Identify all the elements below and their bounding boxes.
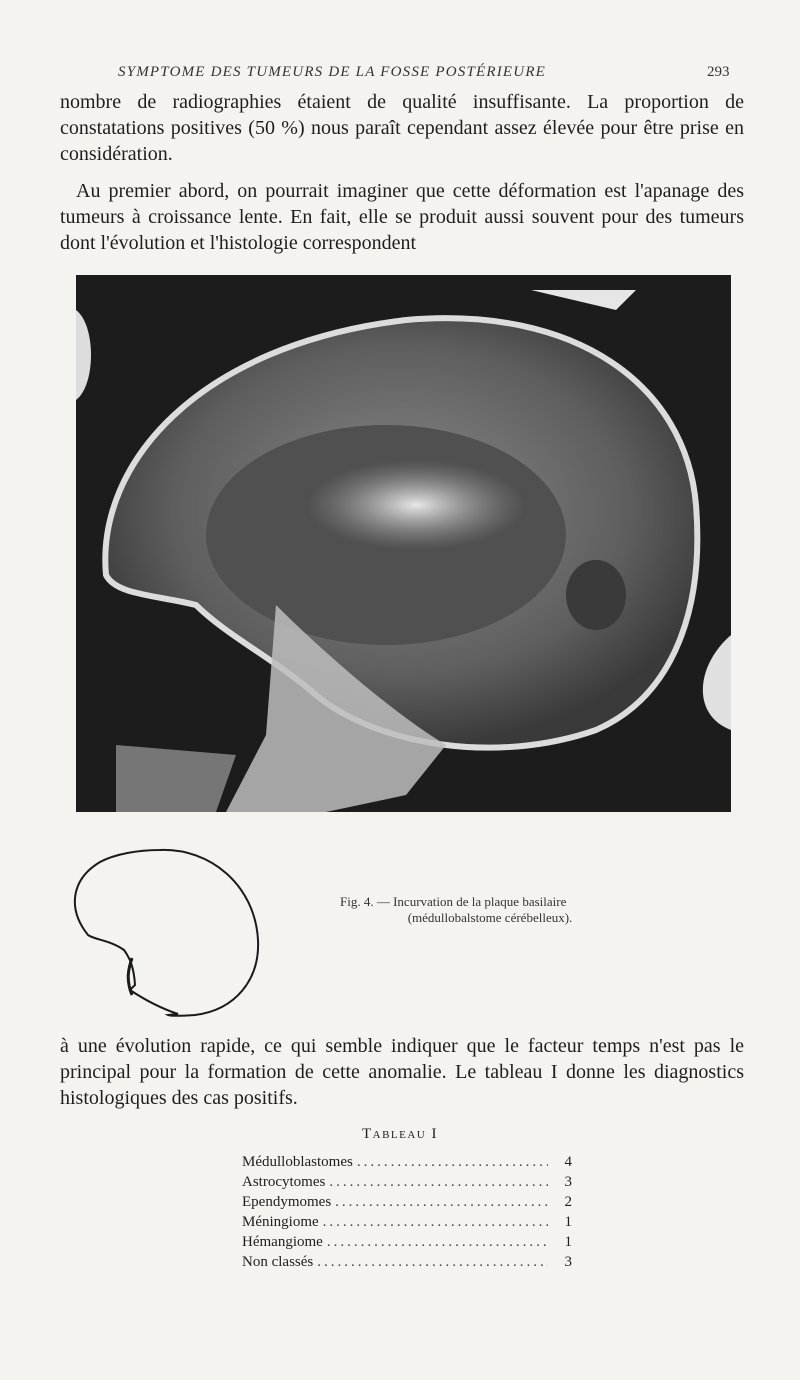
row-count: 2	[564, 1194, 572, 1210]
leader-dots	[327, 1232, 548, 1252]
diagnosis-table	[242, 1152, 572, 1272]
table-row	[242, 1252, 572, 1272]
table-row	[242, 1192, 572, 1212]
table-row	[242, 1152, 572, 1172]
skull-radiograph	[76, 275, 731, 812]
paragraph-2: Au premier abord, on pourrait imaginer que cette déformation est l'apanage des tumeurs à croissance lente. En fait, elle se produit aussi souvent pour des tumeurs dont l'évolution et l'histologie correspondent	[60, 180, 744, 254]
row-count: 4	[564, 1154, 572, 1170]
leader-dots	[329, 1172, 548, 1192]
figure-caption	[340, 894, 640, 926]
table-row	[242, 1172, 572, 1192]
page-number: 293	[707, 64, 730, 80]
row-label: Astrocytomes	[242, 1174, 326, 1190]
leader-dots	[317, 1252, 548, 1272]
caption-line-2: (médullobalstome cérébelleux).	[407, 910, 573, 925]
row-label: Méningiome	[242, 1214, 319, 1230]
paragraph-1: nombre de radiographies étaient de qualité insuffisante. La proportion de constatations positives (50 %) nous paraît cependant assez élevée pour être prise en considération.	[60, 91, 744, 165]
table-title: Tableau I	[361, 1126, 438, 1142]
row-count: 1	[564, 1234, 572, 1250]
row-label: Médulloblastomes	[242, 1154, 353, 1170]
row-count: 3	[564, 1174, 572, 1190]
row-label: Hémangiome	[242, 1234, 323, 1250]
leader-dots	[335, 1192, 548, 1212]
row-count: 3	[564, 1254, 572, 1270]
table-row	[242, 1232, 572, 1252]
running-head: SYMPTOME DES TUMEURS DE LA FOSSE POSTÉRIEURE	[118, 64, 547, 80]
paragraph-3: à une évolution rapide, ce qui semble indiquer que le facteur temps n'est pas le principal pour la formation de cette anomalie. Le tableau I donne les diagnostics histologiques des cas positifs.	[60, 1035, 744, 1109]
row-label: Non classés	[242, 1254, 314, 1270]
leader-dots	[323, 1212, 548, 1232]
row-count: 1	[564, 1214, 572, 1230]
leader-dots	[357, 1152, 548, 1172]
row-label: Ependymomes	[242, 1194, 332, 1210]
table-row	[242, 1212, 572, 1232]
caption-line-1: Fig. 4. — Incurvation de la plaque basilaire	[340, 894, 567, 909]
outline-drawing	[60, 840, 270, 1035]
